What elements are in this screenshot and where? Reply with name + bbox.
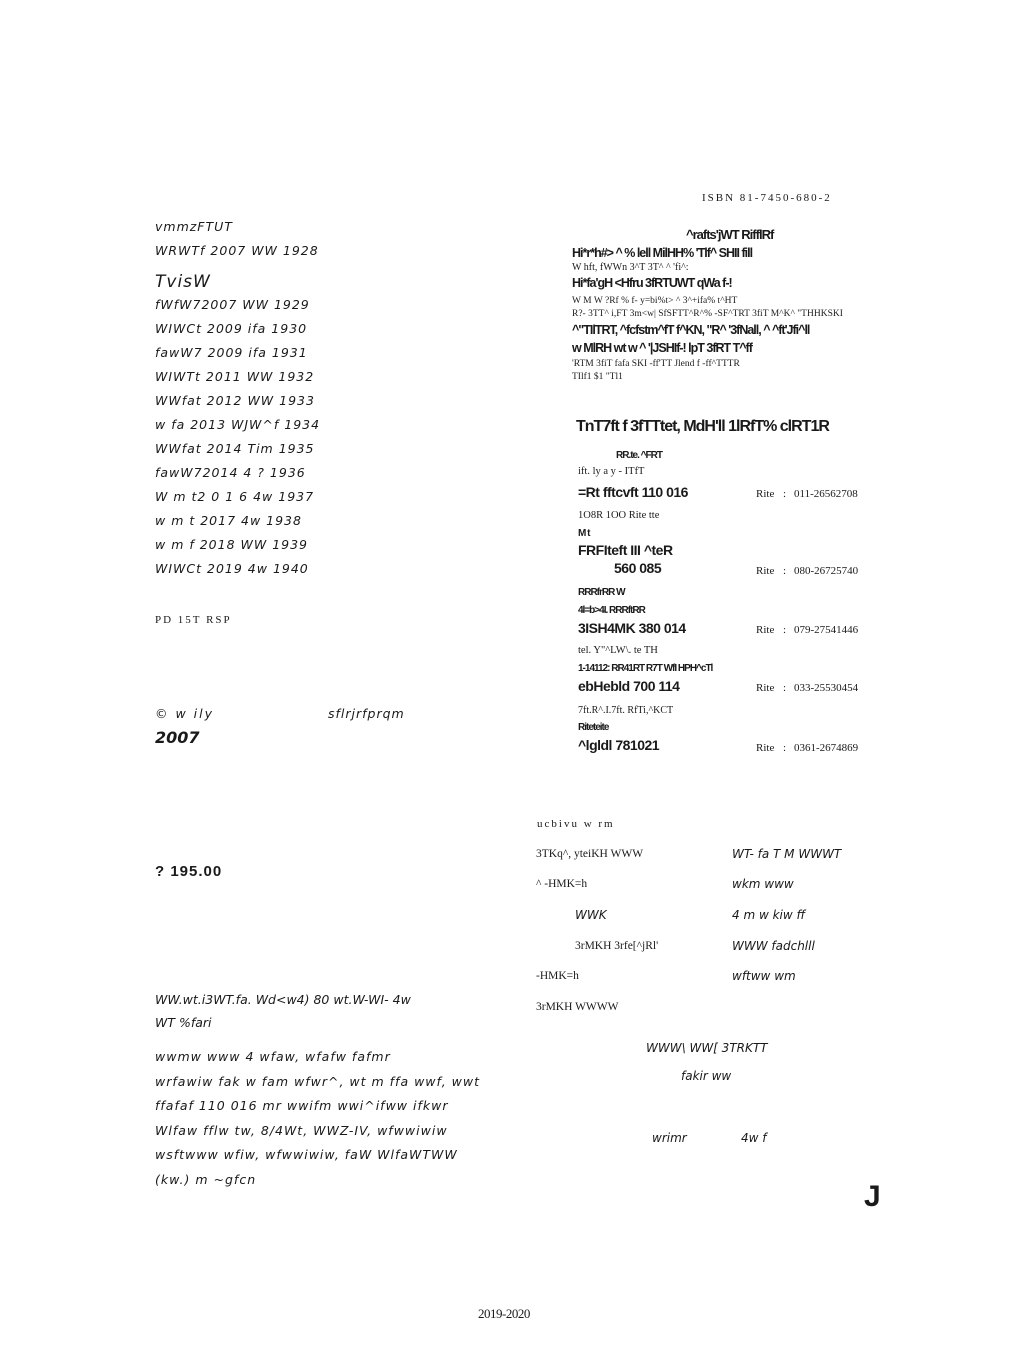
production-name: 4 m w kiw ff <box>732 908 806 922</box>
office-address-line: FRFIteft III ^teR <box>578 542 673 558</box>
publisher-line: (kw.) m ~gfcn <box>155 1171 257 1187</box>
rights-line: w MlRH wt w ^ '|JSHIf-! lpT 3fRT T^ff <box>572 341 752 355</box>
printed-line-1: WW.wt.i3WT.fa. Wd<w4) 80 wt.W-WI- 4w <box>155 992 411 1007</box>
copyright-year: 2007 <box>155 728 200 747</box>
production-name: wkm www <box>732 877 794 891</box>
reprint-line: w m f 2018 WW 1939 <box>155 537 309 552</box>
reprint-list <box>155 297 320 585</box>
office-address-line: RR.te. ^FRT <box>616 450 662 461</box>
reprint-line: WIWCt 2009 ifa 1930 <box>155 321 308 336</box>
office-phone-label: Rite <box>756 742 775 754</box>
reprint-line: fWfW72007 WW 1929 <box>155 297 310 312</box>
office-phone-label: Rite <box>756 488 775 500</box>
office-phone-sep: : <box>783 565 787 577</box>
edition-title: vmmzFTUT <box>155 219 233 234</box>
rights-notice <box>572 246 932 385</box>
production-role: 3rMKH 3rfe[^jRl' <box>575 940 659 952</box>
printed-line-2: WT %fari <box>155 1015 212 1030</box>
office-phone-label: Rite <box>756 624 775 636</box>
office-phone-label: Rite <box>756 565 775 577</box>
publisher-line: wsftwww wfiw, wfwwiwiw, faW WlfaWTWW <box>155 1147 458 1162</box>
office-address-line: tel. Y"^LW\. te TH <box>578 645 658 656</box>
office-phone-sep: : <box>783 742 787 754</box>
reprint-line: W m t2 0 1 6 4w 1937 <box>155 489 315 504</box>
rights-line: ^"TIlTRT, ^fcfstm^fT f^KN, "R^ '3fNall, ^ ^ft'Jfi^ll <box>572 323 810 337</box>
footer-year: 2019-2020 <box>478 1306 530 1321</box>
office-phone-sep: : <box>783 624 787 636</box>
reprint-title: TvisW <box>155 272 211 292</box>
office-address-line: Riteteite <box>578 722 609 733</box>
publisher-logo-glyph: J <box>864 1180 881 1213</box>
office-city: 3ISH4MK 380 014 <box>578 620 686 636</box>
production-name: WWW fadchlll <box>732 939 815 953</box>
rights-line: TIlf1 $1 "Tl1 <box>572 372 623 382</box>
rights-title: ^rafts'jWT RifflRf <box>686 227 774 242</box>
office-phone: 011-26562708 <box>794 488 858 500</box>
pd-code: PD 15T RSP <box>155 614 232 626</box>
cover-designer: fakir ww <box>681 1069 732 1083</box>
office-city: =Rt fftcvft 110 016 <box>578 484 688 500</box>
reprint-line: fawW7 2009 ifa 1931 <box>155 345 308 360</box>
office-address-line: ift. ly a y - ITfT <box>578 466 645 477</box>
production-name: WT- fa T M WWWT <box>732 847 842 861</box>
office-address-line: RRRfrRR W <box>578 587 625 598</box>
rights-line: W hft, fWWn 3^T 3T^ ^ 'fi^: <box>572 262 689 273</box>
production-role: 3rMKH WWWW <box>536 1001 619 1013</box>
cover-label: WWW\ WW[ 3TRKTT <box>646 1041 768 1055</box>
production-name: wftww wm <box>732 969 796 983</box>
publisher-line: Wlfaw fflw tw, 8/4Wt, WWZ-IV, wfwwiwiw <box>155 1122 448 1138</box>
office-phone-sep: : <box>783 682 787 694</box>
first-edition: WRWTf 2007 WW 1928 <box>155 243 319 258</box>
illustration-label: wrimr <box>652 1131 687 1145</box>
production-role: 3TKq^, yteiKH WWW <box>536 848 644 860</box>
office-phone: 033-25530454 <box>794 682 859 694</box>
publisher-line: wwmw www 4 wfaw, wfafw fafmr <box>155 1049 391 1064</box>
reprint-line: WWfat 2012 WW 1933 <box>155 393 315 408</box>
illustrator-name: 4w f <box>741 1131 767 1145</box>
rights-line: 'RTM 3fiT fafa SKI -ff'TT Jlend f -ff^TTTR <box>572 359 740 369</box>
reprint-line: WIWTt 2011 WW 1932 <box>155 369 315 384</box>
publisher-line: wrfawiw fak w fam wfwr^, wt m ffa wwf, wwt <box>155 1073 481 1089</box>
reprint-line: w m t 2017 4w 1938 <box>155 513 302 528</box>
rights-line: Hi*fa'gH <Hfru 3fRTUWT qWa f-! <box>572 276 732 290</box>
office-city: ^lgldl 781021 <box>578 737 660 753</box>
isbn-number: ISBN 81-7450-680-2 <box>702 192 832 204</box>
reprint-line: WIWCt 2019 4w 1940 <box>155 561 309 576</box>
copyright-org: sflrjrfprqm <box>328 706 405 721</box>
office-city: ebHebld 700 114 <box>578 678 680 694</box>
reprint-line: fawW72014 4 ? 1936 <box>155 465 306 480</box>
rights-line: Hi*r*h#> ^ % lell MilHH% 'Tlf^ SHII fill <box>572 246 753 260</box>
price: ? 195.00 <box>155 863 223 880</box>
rights-line: W M W ?Rf % f- y=bi%t> ^ 3^+ifa% t^HT <box>572 296 738 306</box>
office-phone: 0361-2674869 <box>794 742 859 754</box>
office-address-line: 1O8R 1OO Rite tte <box>578 510 660 521</box>
reprint-line: WWfat 2014 Tim 1935 <box>155 441 315 456</box>
office-address-line: 4l=b>4I. RRRftRR <box>578 605 645 616</box>
office-city: 560 085 <box>614 560 662 576</box>
production-role: -HMK=h <box>536 970 579 982</box>
offices-title: TnT7ft f 3fTTtet, MdH'll 1lRfT% clRT1R <box>576 418 829 435</box>
office-phone: 080-26725740 <box>794 565 859 577</box>
office-address-line: 7ft.R^.I.7ft. RfTi,^KCT <box>578 705 674 716</box>
office-phone-label: Rite <box>756 682 775 694</box>
rights-line: R?- 3TT^ i,FT 3m<w| SfSFTT^R^% -SF^TRT 3fiT M^K^ "THHKSKI <box>572 309 843 319</box>
publisher-paragraph <box>155 1049 480 1196</box>
office-phone: 079-27541446 <box>794 624 859 636</box>
production-title: ucbivu w rm <box>537 818 615 830</box>
production-role: ^ -HMK=h <box>536 878 588 890</box>
office-address-line: M t <box>578 528 590 539</box>
office-phone-sep: : <box>783 488 787 500</box>
office-address-line: 1-14112: RR41RT R7T WfI HPH^cTl <box>578 663 713 674</box>
copyright-line: © w ily <box>155 706 215 721</box>
reprint-line: w fa 2013 WJW^f 1934 <box>155 417 321 432</box>
production-role: WWK <box>575 908 607 922</box>
publisher-line: ffafaf 110 016 mr wwifm wwi^ifww ifkwr <box>155 1098 449 1113</box>
